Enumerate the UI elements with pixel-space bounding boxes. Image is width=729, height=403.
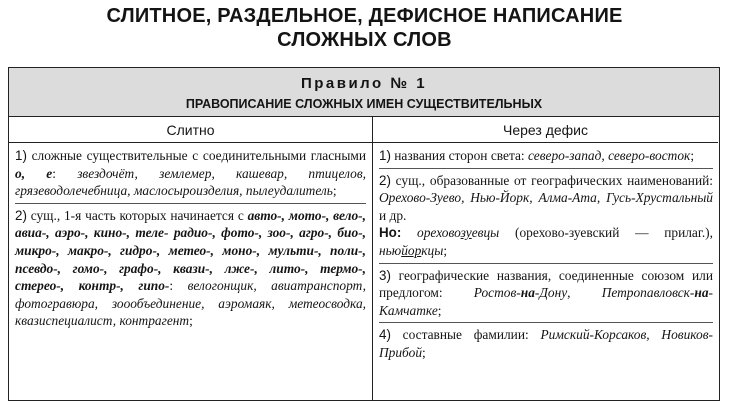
prefix-list: авто-, мото-, вело-, авиа-, аэро-, кино-, теле- радио-, фото-, зоо-, агро-, био-, микро-, макро-, гидро-, метео-, моно-, мульти-, поли-, псевдо-, гомо-, графо-, квази-, лже-, лито-, термо-, стерео-, контр-, гипо- xyxy=(15,207,366,294)
comma: , xyxy=(567,285,602,301)
end-mark: ; xyxy=(437,302,442,318)
item-text: сложные существительные с соединительными гласными xyxy=(26,148,366,163)
example-part: Ростов- xyxy=(473,285,521,301)
item-text: составные фамилии: xyxy=(390,327,541,343)
example-1 xyxy=(474,285,567,300)
end-mark: ; xyxy=(443,242,448,258)
rule-name: ПРАВОПИСАНИЕ СЛОЖНЫХ ИМЕН СУЩЕСТВИТЕЛЬНЫХ xyxy=(185,97,543,111)
colon: : xyxy=(169,278,188,294)
item-number: 1) xyxy=(379,148,391,163)
left-column xyxy=(9,143,373,400)
exception-paren: (орехово-зуевский — прилаг.), xyxy=(499,225,713,241)
exception-example-1 xyxy=(401,225,499,240)
end-mark: ; xyxy=(422,344,426,360)
exception-part: нью xyxy=(379,242,402,258)
example-bold-part: на xyxy=(694,285,709,301)
right-column xyxy=(373,143,719,400)
colon: : xyxy=(52,165,78,181)
left-item-1 xyxy=(15,147,366,200)
page-title xyxy=(0,4,729,52)
end-mark: ; xyxy=(690,148,695,163)
right-item-1 xyxy=(379,147,713,165)
example-part: Петропавловск- xyxy=(601,285,695,301)
examples: звездочёт, землемер, кашевар, птицелов, грязеводолечебница, маслосыроизделия, пылеудалитель xyxy=(15,165,366,199)
title-line-1: СЛИТНОЕ, РАЗДЕЛЬНОЕ, ДЕФИСНОЕ НАПИСАНИЕ xyxy=(106,5,623,27)
rule-number: Правило № 1 xyxy=(300,75,428,92)
column-header-left: Слитно xyxy=(9,117,373,143)
examples: Орехово-Зуево, Нью-Йорк, Алма-Ата, Гусь-Хрустальный xyxy=(379,190,713,206)
column-header-right: Через дефис xyxy=(373,117,718,143)
item-number: 1) xyxy=(15,148,27,163)
examples: Римский-Корсаков, Новиков-Прибой xyxy=(379,327,714,360)
rule-header xyxy=(9,68,719,117)
exception-part: орехово xyxy=(401,225,461,241)
right-item-3 xyxy=(379,263,713,320)
examples: северо-запад, северо-восток xyxy=(527,148,691,163)
vowels: о, е xyxy=(15,165,53,181)
end-mark: ; xyxy=(189,313,193,329)
item-text: географические названия, соединенные союзом или предлогом: xyxy=(379,267,713,301)
examples: велогонщик, авиатранспорт, фотогравюра, зоообъединение, аэромаяк, метеосводка, квазиспециалист, контрагент xyxy=(15,278,366,329)
exception-part: евцы xyxy=(471,225,500,241)
right-item-4 xyxy=(379,322,713,361)
item-text: сущ., образованные от географических наименований: xyxy=(390,172,713,188)
and-others: и др. xyxy=(379,207,407,223)
item-number: 4) xyxy=(379,327,391,343)
item-number: 3) xyxy=(379,267,391,283)
title-line-2: СЛОЖНЫХ СЛОВ xyxy=(277,29,452,51)
right-item-2 xyxy=(379,168,713,260)
left-item-2 xyxy=(15,203,366,330)
exception-underlined: йор xyxy=(401,242,422,258)
end-mark: ; xyxy=(332,183,337,199)
example-bold-part: на xyxy=(520,285,535,301)
item-text: названия сторон света: xyxy=(390,148,528,163)
example-part: -Дону xyxy=(534,285,568,301)
exception-label: Но: xyxy=(379,225,402,241)
exception-underlined: зу xyxy=(460,225,472,241)
exception-part: кцы xyxy=(421,242,444,258)
rule-table xyxy=(8,67,720,401)
item-text: сущ., 1-я часть которых начинается с xyxy=(26,207,248,223)
exception-example-2 xyxy=(379,243,443,258)
item-number: 2) xyxy=(15,207,27,223)
example-part: -Камчатке xyxy=(379,285,713,318)
item-number: 2) xyxy=(379,172,391,188)
